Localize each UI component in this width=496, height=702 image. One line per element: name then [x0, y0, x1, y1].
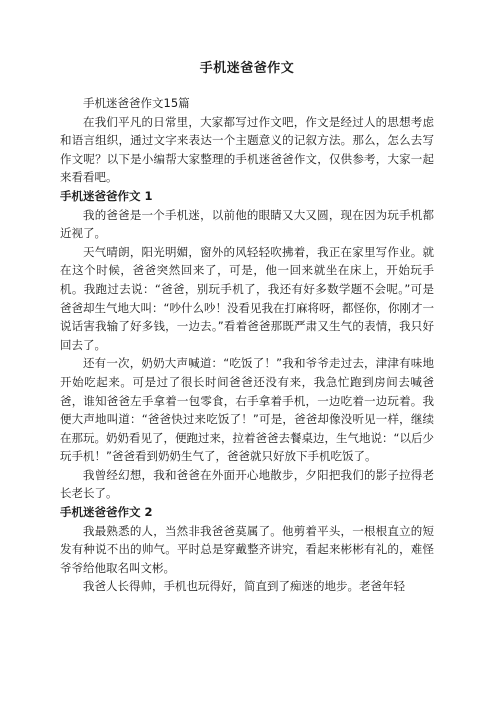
subtitle-paragraph: 手机迷爸爸作文15篇 [83, 96, 190, 110]
section-heading: 手机迷爸爸作文 2 [60, 505, 153, 520]
document-title: 手机迷爸爸作文 [199, 61, 295, 76]
body-paragraph: 我爸人长得帅，手机也玩得好，简直到了痴迷的地步。老爸年轻 [83, 579, 405, 594]
body-paragraph: 我的爸爸是一个手机迷，以前他的眼睛又大又圆，现在因为玩手机都近视了。 [60, 207, 434, 241]
section-heading: 手机迷爸爸作文 1 [60, 188, 153, 203]
intro-paragraph: 在我们平凡的日常里，大家都写过作文吧，作文是经过人的思想考虑和语言组织，通过文字来表达一个主题意义的记叙方法。那么，怎么去写作文呢？以下是小编帮大家整理的手机迷爸爸作文，仅供参考，大家一起来看看吧。 [60, 114, 434, 185]
body-paragraph: 还有一次，奶奶大声喊道：“吃饭了！”我和爷爷走过去，津津有味地开始吃起来。可是过了很长时间爸爸还没有来，我急忙跑到房间去喊爸爸，谁知爸爸左手拿着一包零食，右手拿着手机，一边吃着一边玩着。我便大声地叫道：“爸爸快过来吃饭了！”可是，爸爸却像没听见一样，继续在那玩。奶奶看见了，便跑过来，拉着爸爸去餐桌边，生气地说：“以后少玩手机！”爸爸看到奶奶生气了，爸爸就只好放下手机吃饭了。 [60, 356, 434, 464]
body-paragraph: 天气晴朗，阳光明媚，窗外的风轻轻吹拂着，我正在家里写作业。就在这个时候，爸爸突然回来了，可是，他一回来就坐在床上，开始玩手机。我跑过去说：“爸爸，别玩手机了，我还有好多数学题不会呢。”可是爸爸却生气地大叫：“吵什么吵！没看见我在打麻将呀，都怪你，你刚才一说话害我输了好多钱，一边去。”看着爸爸那既严肃又生气的表情，我只好回去了。 [60, 244, 434, 352]
body-paragraph: 我曾经幻想，我和爸爸在外面开心地散步，夕阳把我们的影子拉得老长老长了。 [60, 467, 434, 501]
document-body [60, 94, 434, 596]
body-paragraph: 我最熟悉的人，当然非我爸爸莫属了。他剪着平头，一根根直立的短发有种说不出的帅气。平时总是穿戴整齐讲究，看起来彬彬有礼的，难怪爷爷给他取名叫文彬。 [60, 523, 434, 575]
